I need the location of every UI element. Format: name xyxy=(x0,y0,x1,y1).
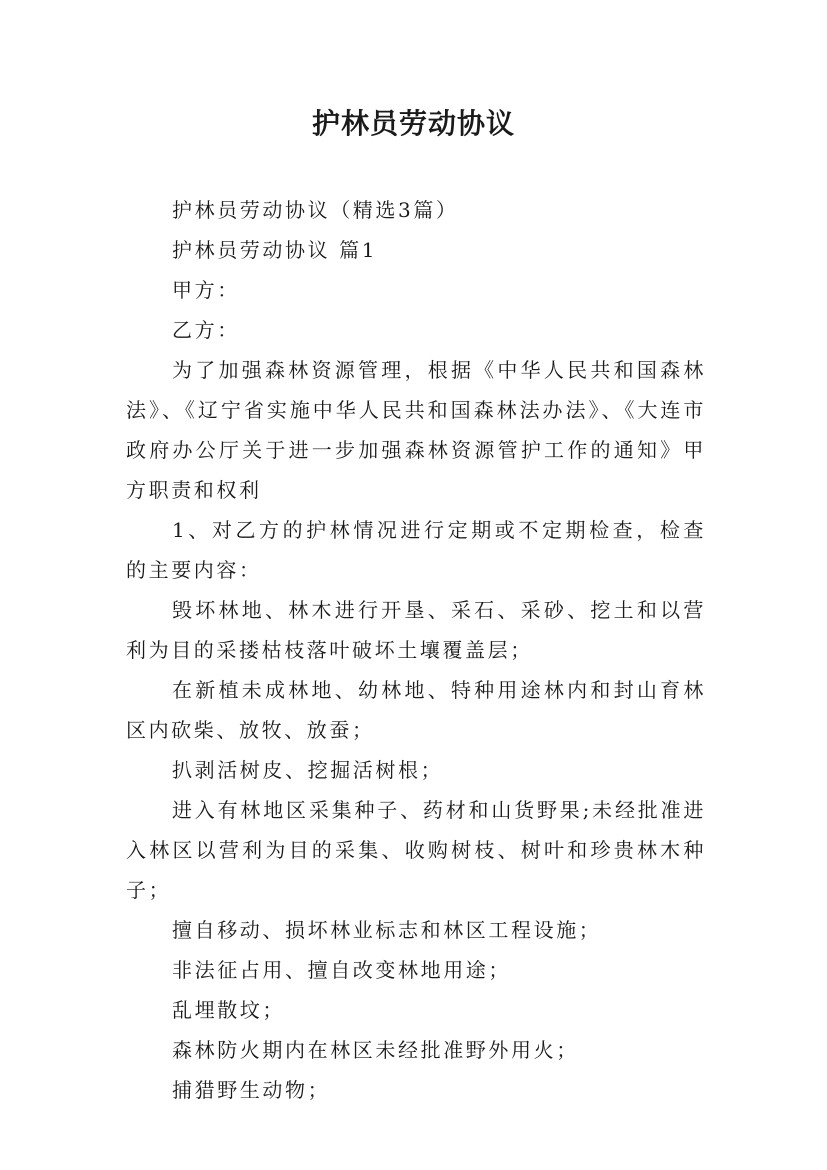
paragraph-item: 捕猎野生动物； xyxy=(172,1078,331,1102)
paragraph-subtitle: 护林员劳动协议（精选3篇） xyxy=(172,198,459,222)
document-body xyxy=(126,190,706,1110)
paragraph-item: 森林防火期内在林区未经批准野外用火； xyxy=(172,1038,579,1062)
paragraph-party-a: 甲方： xyxy=(172,278,240,302)
paragraph-item: 毁坏林地、林木进行开垦、采石、采砂、挖土和以营利为目的采搂枯枝落叶破坏土壤覆盖层； xyxy=(126,598,706,662)
paragraph-item: 进入有林地区采集种子、药材和山货野果;未经批准进入林区以营利为目的采集、收购树枝、树叶和珍贵林木种子； xyxy=(126,798,706,902)
paragraph-item: 乱埋散坟； xyxy=(172,998,285,1022)
paragraph-preamble: 为了加强森林资源管理，根据《中华人民共和国森林法》、《辽宁省实施中华人民共和国森林法办法》、《大连市政府办公厅关于进一步加强森林资源管护工作的通知》甲方职责和权利 xyxy=(126,358,706,502)
paragraph-item: 擅自移动、损坏林业标志和林区工程设施； xyxy=(172,918,602,942)
paragraph-party-b: 乙方： xyxy=(172,318,240,342)
paragraph-item: 扒剥活树皮、挖掘活树根； xyxy=(172,758,444,782)
document-title: 护林员劳动协议 xyxy=(311,107,515,140)
paragraph-item: 非法征占用、擅自改变林地用途； xyxy=(172,958,511,982)
paragraph-section-heading: 护林员劳动协议 篇1 xyxy=(172,238,378,262)
paragraph-clause-1: 1、对乙方的护林情况进行定期或不定期检查，检查的主要内容： xyxy=(126,518,706,582)
paragraph-item: 在新植未成林地、幼林地、特种用途林内和封山育林区内砍柴、放牧、放蚕； xyxy=(126,678,706,742)
